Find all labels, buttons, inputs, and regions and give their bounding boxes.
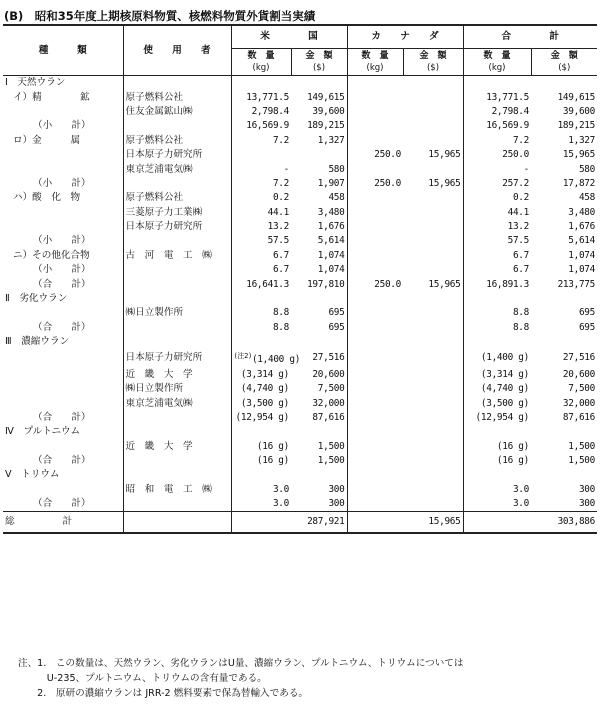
cell-ta: 300	[578, 498, 595, 510]
cell-uq: (16 g)	[256, 440, 289, 452]
cell-cat: ニ）その他化合物	[3, 249, 123, 263]
cell-cat: （小 計）	[3, 119, 123, 133]
cell-cq: 250.0	[374, 177, 401, 189]
cell-tq: 250.0	[502, 149, 529, 161]
cell-cq	[347, 76, 403, 91]
cell-ca	[403, 411, 463, 425]
cell-user	[123, 425, 231, 439]
table-row	[3, 292, 597, 306]
cell-cat	[3, 162, 123, 176]
cell-ca	[403, 134, 463, 148]
cell-ua	[291, 148, 347, 162]
cell-uq: 13.2	[267, 221, 289, 233]
cell-user	[123, 76, 231, 91]
cell-uq: 7.2	[272, 134, 289, 146]
cell-user	[123, 335, 231, 349]
cell-user	[123, 263, 231, 277]
table-row	[3, 454, 597, 468]
cell-tq: 3.0	[512, 483, 529, 495]
cell-user: 原子燃料公社	[123, 90, 231, 104]
cell-uq	[231, 468, 291, 482]
cell-user: 近 畿 大 学	[123, 440, 231, 454]
cell-tq: (16 g)	[496, 455, 529, 467]
cell-ca	[403, 454, 463, 468]
cell-uq: (12,954 g)	[235, 411, 289, 423]
cell-ca	[403, 76, 463, 91]
cell-ca	[403, 335, 463, 349]
cell-ta: 7,500	[568, 383, 595, 395]
table-row	[3, 249, 597, 263]
cell-ua: 1,676	[291, 220, 347, 234]
cell-ua: 695	[291, 321, 347, 335]
cell-user	[123, 234, 231, 248]
cell-uq: 16,569.9	[246, 120, 289, 132]
cell-ta: 27,516	[562, 352, 595, 364]
cell-ua: 1,500	[291, 440, 347, 454]
cell-tq: 8.8	[512, 307, 529, 319]
cell-tq: 44.1	[507, 206, 529, 218]
cell-ca	[403, 425, 463, 439]
footnote-line: 2. 原研の濃縮ウランは JRR-2 燃料要素で保為替輸入である。	[18, 688, 309, 699]
cell-uq: (4,740 g)	[240, 383, 289, 395]
cell-cq	[347, 396, 403, 410]
cell-ca	[403, 306, 463, 320]
cell-ca	[403, 119, 463, 133]
cell-cat	[3, 368, 123, 382]
cell-ua: 1,074	[291, 249, 347, 263]
cell-cq	[347, 335, 403, 349]
cell-ta: 213,775	[557, 278, 595, 290]
table-row	[3, 134, 597, 148]
cell-user	[123, 119, 231, 133]
cell-cq: 250.0	[374, 278, 401, 290]
cell-uq: 6.7	[272, 249, 289, 261]
cell-ta: 17,872	[562, 177, 595, 189]
cell-tq: 16,569.9	[486, 120, 529, 132]
table-row	[3, 321, 597, 335]
cell-user: 昭 和 電 工 ㈱	[123, 483, 231, 497]
cell-cq	[347, 306, 403, 320]
cell-cat	[3, 306, 123, 320]
table-row	[3, 468, 597, 482]
cell-tq	[463, 335, 531, 349]
cell-ua: 1,327	[291, 134, 347, 148]
table-row	[3, 177, 597, 191]
cell-tq	[463, 425, 531, 439]
cell-cat	[3, 105, 123, 119]
page-title: (B) 昭和35年度上期核原料物質、核燃料物質外貨割当実績	[4, 9, 316, 23]
cell-tq: 7.2	[512, 134, 529, 146]
cell-tq: (3,500 g)	[480, 397, 529, 409]
cell-user: 古 河 電 工 ㈱	[123, 249, 231, 263]
cell-user: 原子燃料公社	[123, 134, 231, 148]
cell-cq	[347, 105, 403, 119]
cell-cat	[3, 206, 123, 220]
cell-ua: 7,500	[291, 382, 347, 396]
cell-ta: 5,614	[568, 235, 595, 247]
cell-user: 日本原子力研究所	[123, 349, 231, 367]
cell-cat: （合 計）	[3, 321, 123, 335]
cell-user	[123, 177, 231, 191]
cell-cat: Ⅱ 劣化ウラン	[3, 292, 123, 306]
cell-tq: 0.2	[512, 192, 529, 204]
cell-tq: 57.5	[507, 235, 529, 247]
cell-cq	[347, 454, 403, 468]
cell-cat	[3, 148, 123, 162]
table-row	[3, 76, 597, 91]
cell-tq	[463, 292, 531, 306]
cell-ta: 1,074	[568, 249, 595, 261]
cell-cat: （合 計）	[3, 497, 123, 512]
cell-cat: Ⅰ 天然ウラン	[3, 76, 123, 91]
cell-ta: 300	[578, 483, 595, 495]
cell-ca: 15,965	[403, 277, 463, 291]
cell-tq	[463, 512, 531, 534]
cell-user	[123, 292, 231, 306]
cell-ta: 3,480	[568, 206, 595, 218]
cell-ua	[291, 292, 347, 306]
cell-ta: 32,000	[562, 397, 595, 409]
cell-cat: （合 計）	[3, 277, 123, 291]
cell-ua	[291, 425, 347, 439]
cell-ta: 303,886	[531, 512, 597, 534]
cell-cq	[347, 249, 403, 263]
cell-cat: Ⅲ 濃縮ウラン	[3, 335, 123, 349]
cell-ta: 1,500	[568, 440, 595, 452]
cell-cq	[347, 263, 403, 277]
footnote-line: 注、1. この数量は、天然ウラン、劣化ウランはU量、濃縮ウラン、プルトニウム、トリウムについては	[18, 658, 464, 669]
table-row	[3, 425, 597, 439]
cell-cq	[347, 425, 403, 439]
header-canada: カ ナ ダ	[347, 25, 463, 49]
cell-ua	[291, 335, 347, 349]
cell-ca	[403, 220, 463, 234]
cell-user: 東京芝浦電気㈱	[123, 396, 231, 410]
cell-ua: 189,215	[291, 119, 347, 133]
cell-uq	[231, 425, 291, 439]
cell-ca	[403, 191, 463, 205]
cell-cq	[347, 483, 403, 497]
cell-ua: 27,516	[291, 349, 347, 367]
table-row	[3, 119, 597, 133]
cell-ca	[403, 349, 463, 367]
cell-uq: 7.2	[272, 177, 289, 189]
cell-ua	[291, 468, 347, 482]
cell-tq	[463, 76, 531, 91]
cell-uq: 16,641.3	[246, 278, 289, 290]
cell-cq	[347, 497, 403, 512]
cell-cq	[347, 349, 403, 367]
cell-ta: 20,600	[562, 368, 595, 380]
cell-ta: 1,500	[568, 455, 595, 467]
cell-ca	[403, 368, 463, 382]
table-row	[3, 277, 597, 291]
cell-ca	[403, 468, 463, 482]
cell-uq: 57.5	[267, 235, 289, 247]
cell-ua: 1,500	[291, 454, 347, 468]
cell-cq	[347, 119, 403, 133]
cell-user: 日本原子力研究所	[123, 220, 231, 234]
cell-ua: 149,615	[291, 90, 347, 104]
header-usa-qty: 数 量 (kg)	[231, 49, 291, 76]
cell-cat: Ⅳ プルトニウム	[3, 425, 123, 439]
cell-user: 住友金属鉱山㈱	[123, 105, 231, 119]
cell-ta: 458	[578, 192, 595, 204]
table-row	[3, 148, 597, 162]
cell-user	[123, 468, 231, 482]
cell-cat	[3, 220, 123, 234]
cell-ca: 15,965	[403, 177, 463, 191]
header-usa: 米 国	[231, 25, 347, 49]
cell-user	[123, 454, 231, 468]
cell-tq: 257.2	[502, 177, 529, 189]
header-total-qty: 数 量 (kg)	[463, 49, 531, 76]
cell-cq	[347, 220, 403, 234]
cell-ta: 39,600	[562, 105, 595, 117]
cell-cat: （合 計）	[3, 454, 123, 468]
table-row	[3, 220, 597, 234]
cell-ua: 300	[291, 497, 347, 512]
cell-tq: (3,314 g)	[480, 368, 529, 380]
cell-ua	[291, 76, 347, 91]
cell-ca	[403, 396, 463, 410]
grand-total-row	[3, 512, 597, 534]
cell-cat: Ⅴ トリウム	[3, 468, 123, 482]
cell-cq	[347, 440, 403, 454]
table-row	[3, 90, 597, 104]
cell-ca	[403, 292, 463, 306]
table-row	[3, 483, 597, 497]
cell-ca	[403, 321, 463, 335]
header-canada-qty: 数 量 (kg)	[347, 49, 403, 76]
cell-cat: （小 計）	[3, 177, 123, 191]
cell-uq	[231, 76, 291, 91]
cell-cq	[347, 382, 403, 396]
header-kind: 種 類	[3, 25, 123, 76]
table-row	[3, 382, 597, 396]
cell-uq: 8.8	[272, 321, 289, 333]
cell-uq	[231, 148, 291, 162]
cell-ca	[403, 234, 463, 248]
cell-user	[123, 411, 231, 425]
cell-cq	[347, 321, 403, 335]
cell-uq: 2,798.4	[251, 105, 289, 117]
cell-uq: 13,771.5	[246, 91, 289, 103]
cell-tq: (1,400 g)	[480, 352, 529, 364]
cell-ua: 3,480	[291, 206, 347, 220]
cell-user: 近 畿 大 学	[123, 368, 231, 382]
table-row	[3, 234, 597, 248]
cell-uq: 3.0	[272, 498, 289, 510]
allocation-table	[3, 24, 597, 534]
cell-cat	[3, 483, 123, 497]
grand-total-label: 総 計	[3, 512, 123, 534]
cell-ca	[403, 263, 463, 277]
cell-ta: 87,616	[562, 411, 595, 423]
cell-user: 東京芝浦電気㈱	[123, 162, 231, 176]
table-row	[3, 497, 597, 512]
cell-tq: 6.7	[512, 264, 529, 276]
cell-uq: (3,500 g)	[240, 397, 289, 409]
cell-user	[123, 277, 231, 291]
cell-ta: 695	[578, 307, 595, 319]
cell-ca	[403, 382, 463, 396]
cell-cq	[347, 292, 403, 306]
cell-ua: 20,600	[291, 368, 347, 382]
cell-ca: 15,965	[403, 512, 463, 534]
cell-uq: (16 g)	[256, 455, 289, 467]
header-canada-amt: 金 額 ($)	[403, 49, 463, 76]
cell-ta	[531, 468, 597, 482]
footnote-marker: (注2)	[233, 352, 252, 361]
cell-cq	[347, 468, 403, 482]
cell-ca	[403, 483, 463, 497]
table-row	[3, 162, 597, 176]
cell-uq	[231, 349, 301, 367]
cell-uq: 44.1	[267, 206, 289, 218]
cell-cat: ロ）金 属	[3, 134, 123, 148]
cell-cq	[347, 512, 403, 534]
table-row	[3, 411, 597, 425]
cell-ta: 189,215	[557, 120, 595, 132]
table-row	[3, 349, 597, 367]
cell-ua: 458	[291, 191, 347, 205]
cell-ua: 1,074	[291, 263, 347, 277]
cell-user: ㈱日立製作所	[123, 306, 231, 320]
cell-tq	[463, 468, 531, 482]
cell-ta: 1,327	[568, 134, 595, 146]
cell-uq: 6.7	[272, 264, 289, 276]
cell-ca	[403, 497, 463, 512]
table-row	[3, 263, 597, 277]
cell-user	[123, 321, 231, 335]
cell-cq	[347, 368, 403, 382]
cell-tq: 13,771.5	[486, 91, 529, 103]
header-total-amt: 金 額 ($)	[531, 49, 597, 76]
cell-cat: ハ）酸 化 物	[3, 191, 123, 205]
cell-cat: （小 計）	[3, 234, 123, 248]
cell-tq: (12,954 g)	[475, 411, 529, 423]
cell-ta: 1,074	[568, 264, 595, 276]
table-row	[3, 206, 597, 220]
table-row	[3, 306, 597, 320]
cell-user: ㈱日立製作所	[123, 382, 231, 396]
cell-user: 日本原子力研究所	[123, 148, 231, 162]
table-row	[3, 105, 597, 119]
cell-cat: （合 計）	[3, 411, 123, 425]
cell-tq: (16 g)	[496, 440, 529, 452]
cell-ta: 149,615	[557, 91, 595, 103]
cell-ca	[403, 440, 463, 454]
cell-ua: 87,616	[291, 411, 347, 425]
table-row	[3, 191, 597, 205]
cell-uq	[231, 512, 291, 534]
cell-cat	[3, 396, 123, 410]
cell-uq: 8.8	[272, 307, 289, 319]
cell-ca	[403, 249, 463, 263]
cell-ua: 32,000	[291, 396, 347, 410]
cell-cat	[3, 440, 123, 454]
cell-ca	[403, 90, 463, 104]
cell-cq	[347, 206, 403, 220]
footnotes	[18, 656, 464, 701]
cell-ua: 580	[291, 162, 347, 176]
cell-ca	[403, 105, 463, 119]
cell-value: (1,400 g)	[251, 354, 301, 366]
cell-tq: 3.0	[512, 498, 529, 510]
cell-ca: 15,965	[403, 148, 463, 162]
cell-ca	[403, 162, 463, 176]
cell-tq: -	[523, 163, 529, 175]
cell-ta: 695	[578, 321, 595, 333]
header-total: 合 計	[463, 25, 597, 49]
cell-cq	[347, 90, 403, 104]
cell-tq: 2,798.4	[491, 105, 529, 117]
cell-cq	[347, 134, 403, 148]
cell-tq: 6.7	[512, 249, 529, 261]
cell-cat: （小 計）	[3, 263, 123, 277]
cell-cq: 250.0	[374, 149, 401, 161]
cell-tq: 16,891.3	[486, 278, 529, 290]
cell-ua: 695	[291, 306, 347, 320]
cell-uq: (3,314 g)	[240, 368, 289, 380]
cell-cat: イ）精 鉱	[3, 90, 123, 104]
cell-user: 三菱原子力工業㈱	[123, 206, 231, 220]
cell-uq: -	[283, 163, 289, 175]
cell-tq: (4,740 g)	[480, 383, 529, 395]
cell-uq	[231, 335, 291, 349]
cell-ta: 580	[578, 163, 595, 175]
cell-user: 原子燃料公社	[123, 191, 231, 205]
cell-ta: 1,676	[568, 221, 595, 233]
cell-ta	[531, 76, 597, 91]
table-row	[3, 368, 597, 382]
cell-ta	[531, 292, 597, 306]
cell-ta: 15,965	[562, 149, 595, 161]
cell-cat	[3, 382, 123, 396]
cell-ua: 197,810	[291, 277, 347, 291]
cell-cq	[347, 162, 403, 176]
cell-ua: 39,600	[291, 105, 347, 119]
cell-tq: 13.2	[507, 221, 529, 233]
header-user: 使 用 者	[123, 25, 231, 76]
cell-ua: 287,921	[291, 512, 347, 534]
cell-uq: 0.2	[272, 192, 289, 204]
table-row	[3, 396, 597, 410]
table-row	[3, 440, 597, 454]
cell-ta	[531, 425, 597, 439]
cell-ta	[531, 335, 597, 349]
cell-ua: 5,614	[291, 234, 347, 248]
cell-cq	[347, 234, 403, 248]
cell-uq	[231, 292, 291, 306]
cell-cq	[347, 411, 403, 425]
cell-cat	[3, 349, 123, 367]
footnote-line: U-235、プルトニウム、トリウムの含有量である。	[18, 673, 267, 684]
cell-user	[123, 497, 231, 512]
cell-tq: 8.8	[512, 321, 529, 333]
cell-ua: 1,907	[291, 177, 347, 191]
cell-uq: 3.0	[272, 483, 289, 495]
cell-user	[123, 512, 231, 534]
cell-cq	[347, 191, 403, 205]
header-usa-amt: 金 額 ($)	[291, 49, 347, 76]
cell-ua: 300	[291, 483, 347, 497]
cell-ca	[403, 206, 463, 220]
table-row	[3, 335, 597, 349]
